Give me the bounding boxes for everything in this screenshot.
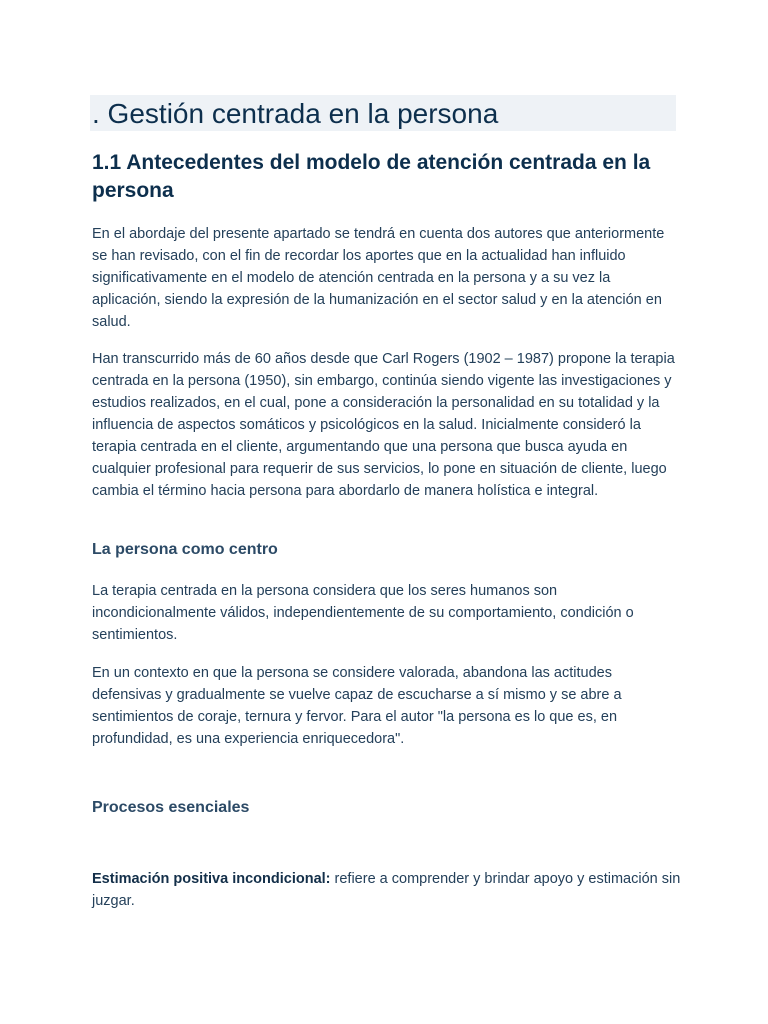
paragraph-terapia-centrada: La terapia centrada en la persona considera que los seres humanos son incondicionalmente válidos, independientemente de su comportamiento, condición o sentimientos. — [92, 583, 634, 643]
section-title: 1.1 Antecedentes del modelo de atención centrada en la persona — [92, 151, 651, 202]
paragraph-carl-rogers: Han transcurrido más de 60 años desde que Carl Rogers (1902 – 1987) propone la terapia centrada en la persona (1950), sin embargo, continúa siendo vigente las investigaciones y estudios realizados, en el cual, pone a consideración la personalidad en su totalidad y la influencia de aspectos somáticos y psicológicos en la salud. Inicialmente consideró la terapia centrada en el cliente, argumentando que una persona que busca ayuda en cualquier profesional para requerir de sus servicios, lo pone en situación de cliente, luego cambia el término hacia persona para abordarlo de manera holística e integral. — [92, 351, 675, 499]
page-title: . Gestión centrada en la persona — [90, 95, 676, 131]
paragraph-contexto: En un contexto en que la persona se considere valorada, abandona las actitudes defensivas y gradualmente se vuelve capaz de escucharse a sí mismo y se abre a sentimientos de coraje, ternura y fervor. Para el autor "la persona es lo que es, en profundidad, es una experiencia enriquecedora". — [92, 665, 622, 747]
definition-term: Estimación positiva incondicional: — [92, 871, 331, 887]
paragraph-abordaje: En el abordaje del presente apartado se tendrá en cuenta dos autores que anteriormente se han revisado, con el fin de recordar los aportes que en la actualidad han influido significativamente en el modelo de atención centrada en la persona y a su vez la aplicación, siendo la expresión de la humanización en el sector salud y en la atención en salud. — [92, 226, 665, 330]
definition-text: refiere a comprender y brindar apoyo y estimación sin juzgar. — [92, 871, 681, 909]
subheading-procesos-esenciales: Procesos esenciales — [92, 799, 250, 816]
subheading-persona-centro: La persona como centro — [92, 541, 278, 558]
paragraph-definition — [92, 868, 682, 912]
